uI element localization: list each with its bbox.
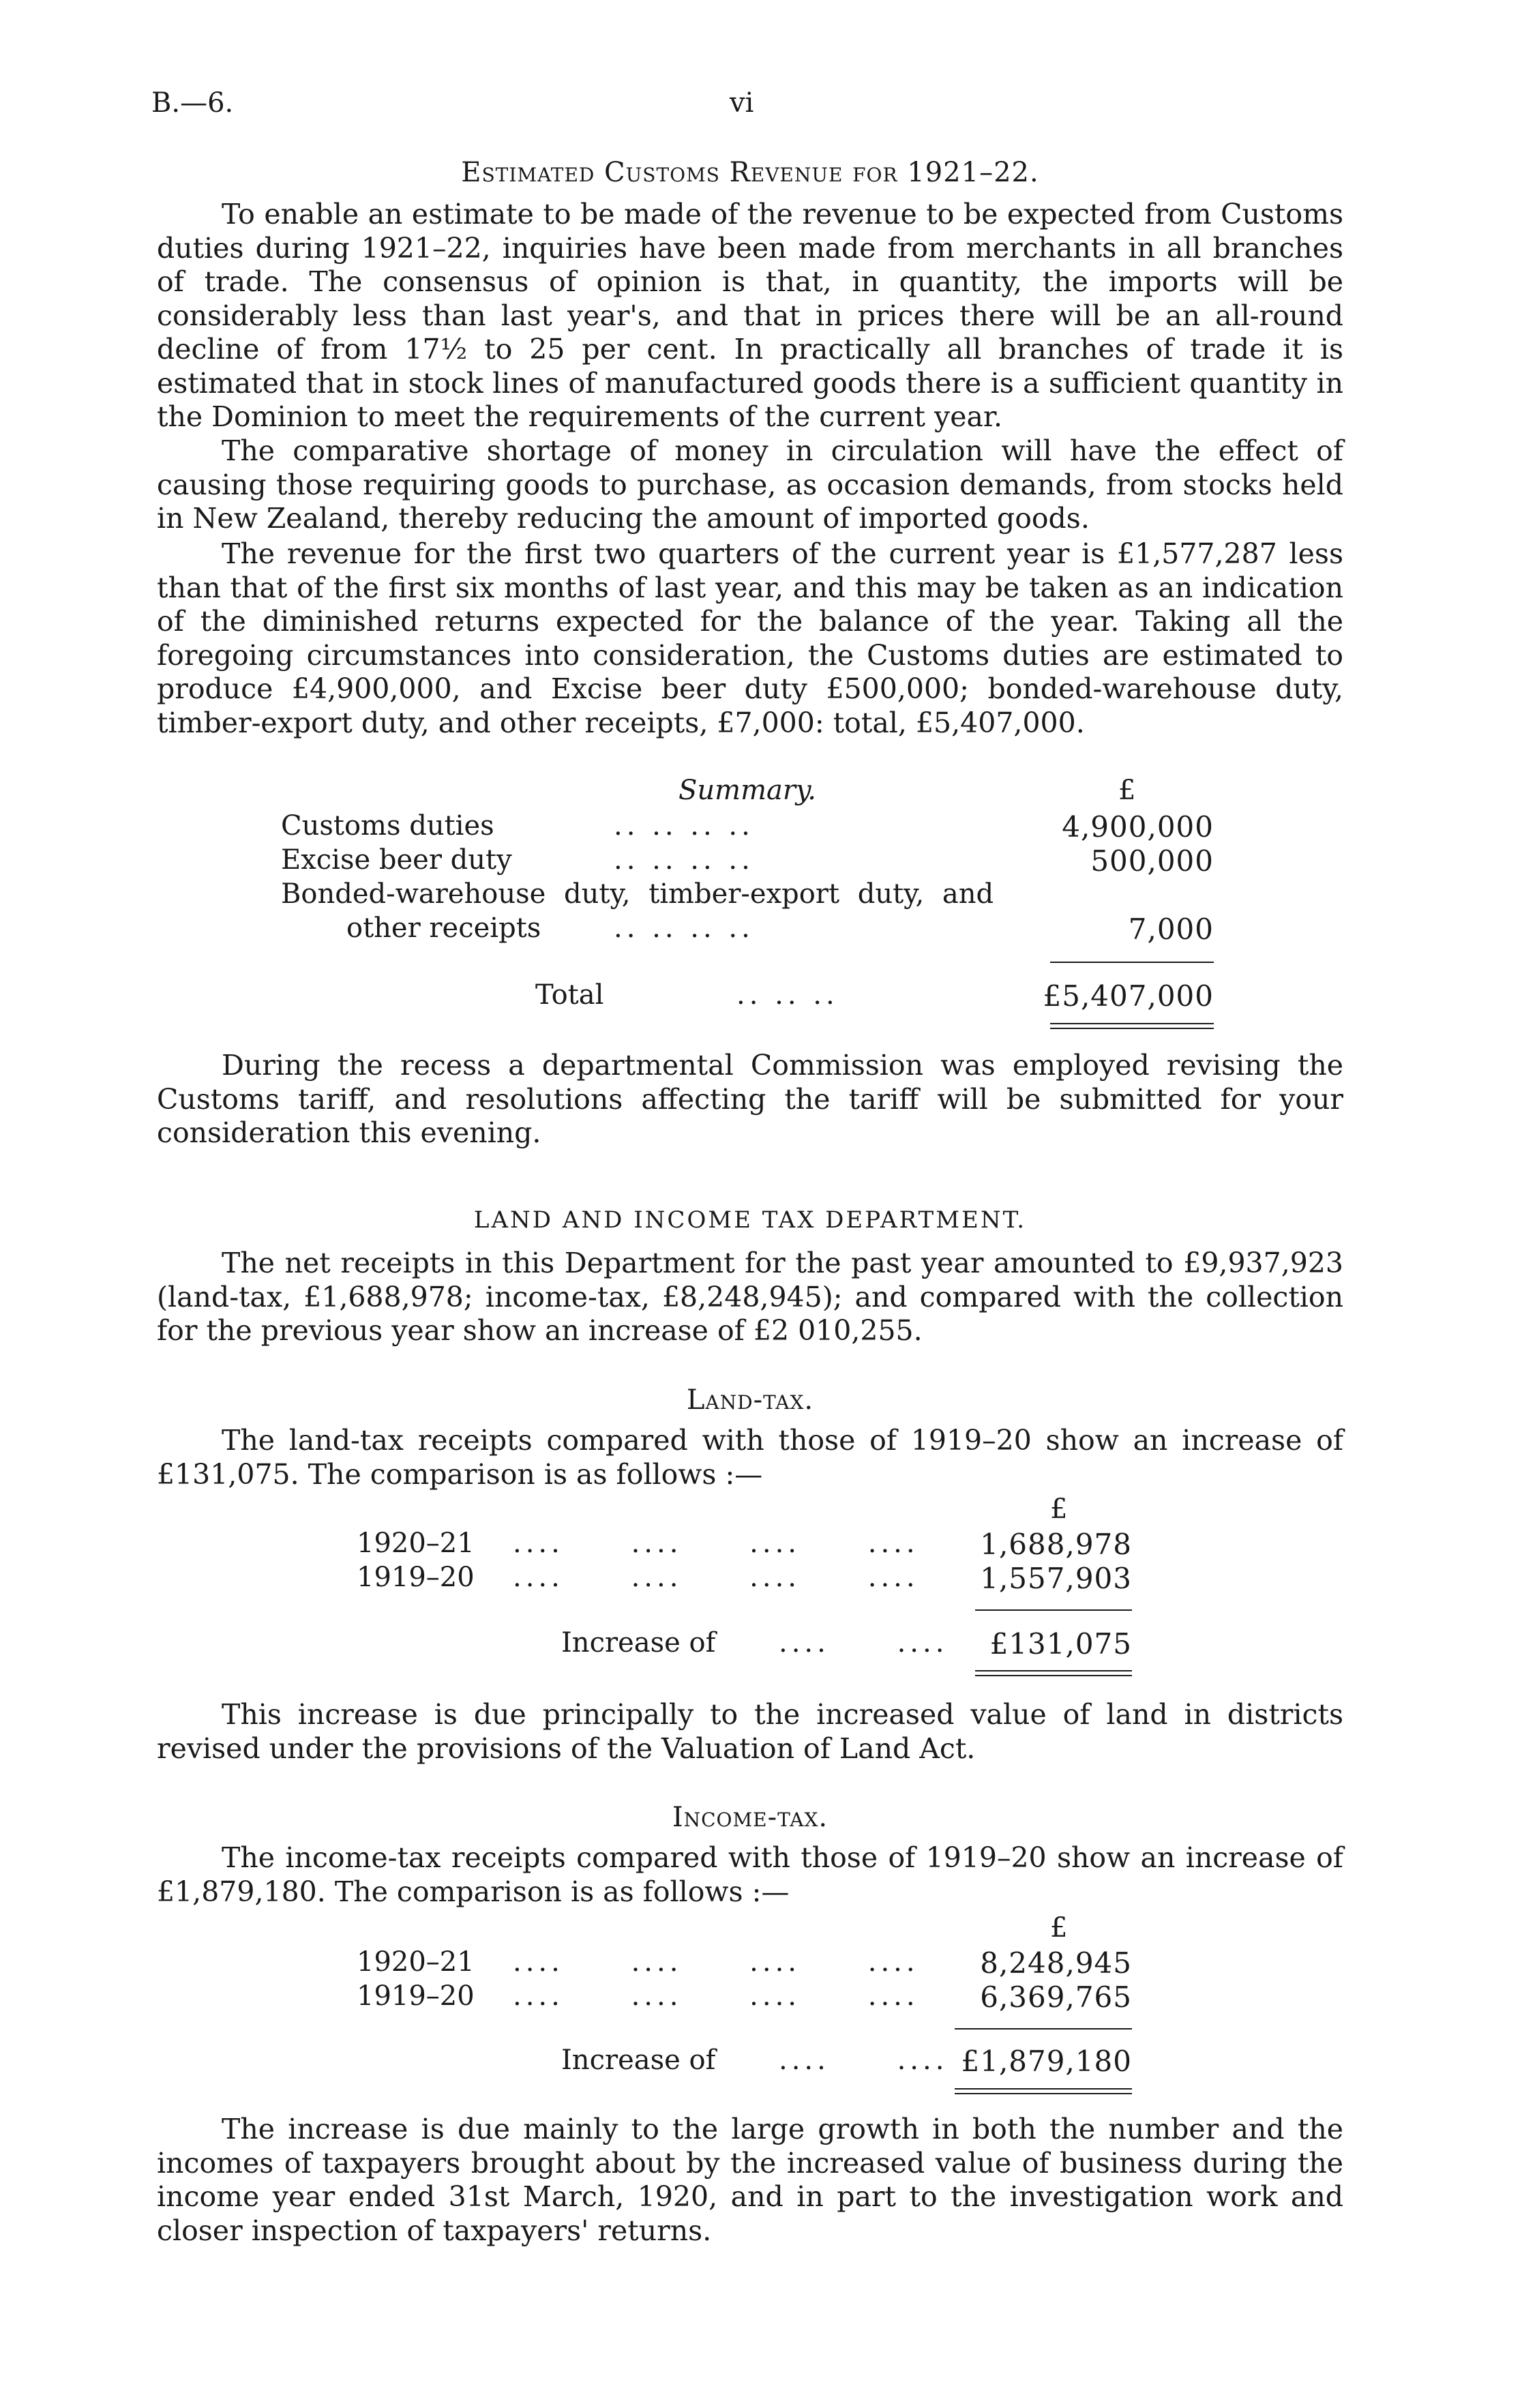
income-tax-note: The increase is due mainly to the large growth in both the number and the incomes of taxpayers brought about by the increased value of business during the income year ended 31st March, 1920, and in part to the investigation work and closer inspection of taxpayers' returns. (157, 2113, 1343, 2247)
summary-rule (1050, 962, 1214, 963)
summary-total-value: £5,407,000 (1043, 979, 1214, 1013)
summary-row-value: 4,900,000 (1062, 810, 1214, 844)
income-tax-increase-dots: .... .... (779, 2045, 949, 2076)
land-tax-double-rule (975, 1670, 1132, 1671)
income-tax-double-rule (955, 2088, 1132, 2090)
summary-row-value: 7,000 (1128, 912, 1214, 946)
land-tax-note: This increase is due principally to the increased value of land in districts revised under the provisions of the Valuation of Land Act. (157, 1698, 1343, 1765)
land-tax-value: 1,688,978 (980, 1528, 1132, 1561)
summary-currency: £ (1118, 775, 1136, 806)
summary-row-label: Bonded-warehouse duty, timber-export duty, and (281, 878, 994, 910)
land-tax-year: 1919–20 (357, 1562, 475, 1593)
income-tax-dots: .... .... .... .... (513, 1980, 919, 2012)
income-tax-year: 1919–20 (357, 1980, 475, 2012)
report-code: B.—6. (151, 87, 234, 119)
land-tax-increase-label: Increase of (561, 1627, 716, 1659)
land-tax-increase-dots: .... .... (779, 1627, 949, 1659)
land-tax-currency: £ (1050, 1493, 1068, 1525)
income-tax-double-rule (955, 2093, 1132, 2094)
summary-row-dots: .. .. .. .. (614, 912, 754, 944)
summary-row-label: Customs duties (281, 810, 494, 842)
land-tax-rule (975, 1609, 1132, 1611)
income-tax-increase-value: £1,879,180 (961, 2045, 1132, 2078)
summary-heading: Summary. (678, 775, 816, 806)
customs-section-title: Estimated Customs Revenue for 1921–22. (461, 157, 1039, 188)
land-tax-title: Land-tax. (686, 1384, 814, 1416)
summary-row-label: other receipts (346, 912, 541, 944)
income-tax-increase-label: Increase of (561, 2045, 716, 2076)
page-number: vi (730, 87, 754, 119)
summary-row-dots: .. .. .. .. (614, 844, 754, 876)
income-tax-intro: The income-tax receipts compared with those of 1919–20 show an increase of £1,879,180. The comparison is as follows :— (157, 1841, 1343, 1908)
land-tax-double-rule (975, 1675, 1132, 1676)
income-tax-year: 1920–21 (357, 1946, 475, 1978)
land-income-section-title: LAND AND INCOME TAX DEPARTMENT. (473, 1206, 1027, 1234)
income-tax-value: 6,369,765 (980, 1980, 1132, 2014)
income-tax-rule (955, 2028, 1132, 2030)
summary-row-dots: .. .. .. .. (614, 810, 754, 842)
summary-double-rule (1050, 1028, 1214, 1029)
land-tax-value: 1,557,903 (980, 1562, 1132, 1595)
summary-double-rule (1050, 1023, 1214, 1024)
income-tax-currency: £ (1050, 1912, 1068, 1944)
summary-row-label: Excise beer duty (281, 844, 512, 876)
land-tax-dots: .... .... .... .... (513, 1528, 919, 1559)
summary-row-value: 500,000 (1090, 844, 1214, 878)
customs-paragraph-2: The comparative shortage of money in circulation will have the effect of causing those requiring goods to purchase, as occasion demands, from stocks held in New Zealand, thereby reducing the amount of imported goods. (157, 434, 1343, 535)
land-income-intro: The net receipts in this Department for the past year amounted to £9,937,923 (land-tax, £1,688,978; income-tax, £8,248,945); and compared with the collection for the previous year show an increase of £2 010,255. (157, 1247, 1343, 1347)
land-tax-intro: The land-tax receipts compared with those of 1919–20 show an increase of £131,075. The comparison is as follows :— (157, 1424, 1343, 1491)
customs-paragraph-1: To enable an estimate to be made of the revenue to be expected from Customs duties during 1921–22, inquiries have been made from merchants in all branches of trade. The consensus of opinion is that, in quantity, the imports will be considerably less than last year's, and that in prices there will be an all-round decline of from 17½ to 25 per cent. In practically all branches of trade it is estimated that in stock lines of manufactured goods there is a sufficient quantity in the Dominion to meet the requirements of the current year. (157, 198, 1343, 433)
land-tax-increase-value: £131,075 (989, 1627, 1132, 1661)
income-tax-dots: .... .... .... .... (513, 1946, 919, 1978)
land-tax-dots: .... .... .... .... (513, 1562, 919, 1593)
customs-closing-paragraph: During the recess a departmental Commission was employed revising the Customs tariff, and resolutions affecting the tariff will be submitted for your consideration this evening. (157, 1049, 1343, 1149)
land-tax-year: 1920–21 (357, 1528, 475, 1559)
customs-paragraph-3: The revenue for the first two quarters of the current year is £1,577,287 less than that of the first six months of last year, and this may be taken as an indication of the diminished returns expected for the balance of the year. Taking all the foregoing circumstances into consideration, the Customs duties are estimated to produce £4,900,000, and Excise beer duty £500,000; bonded-warehouse duty, timber-export duty, and other receipts, £7,000: total, £5,407,000. (157, 537, 1343, 739)
summary-total-dots: .. .. .. (736, 979, 839, 1011)
income-tax-title: Income-tax. (672, 1802, 829, 1833)
income-tax-value: 8,248,945 (980, 1946, 1132, 1980)
summary-total-label: Total (535, 979, 604, 1011)
